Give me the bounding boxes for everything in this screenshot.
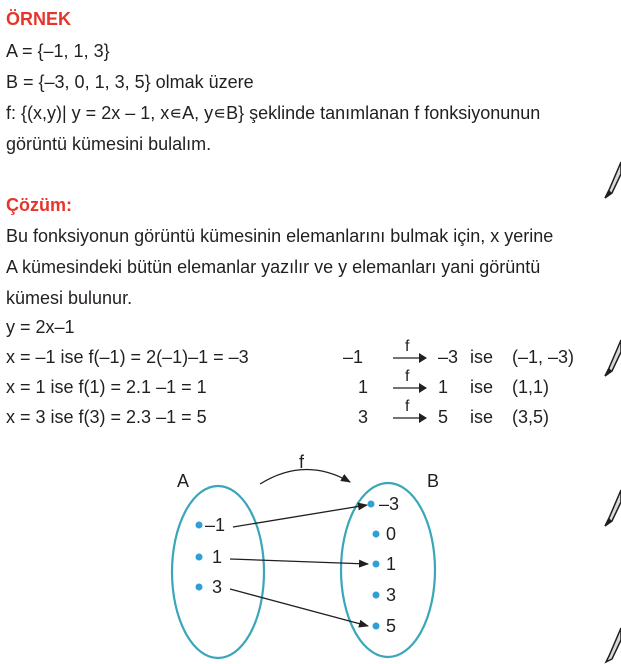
ordered-pair: (–1, –3): [512, 347, 575, 367]
mapping-input: 3: [358, 407, 369, 427]
element-dot: [368, 501, 375, 508]
arrow-label: f: [405, 338, 410, 355]
set-a-label: A: [177, 471, 190, 491]
example-heading: ÖRNEK: [6, 9, 72, 29]
set-a-definition: A = {–1, 1, 3}: [6, 41, 110, 61]
set-a-element: 3: [212, 577, 223, 597]
mapping-input: –1: [343, 347, 364, 367]
set-b-label: B: [427, 471, 440, 491]
mapping-output: –3: [438, 347, 459, 367]
set-a-element: –1: [205, 515, 226, 535]
ise-word: ise: [470, 377, 494, 397]
pencil-icon: [601, 160, 621, 204]
function-arc-arrow: [260, 469, 350, 484]
element-dot: [196, 554, 203, 561]
solution-heading: Çözüm:: [6, 195, 72, 215]
ordered-pair: (3,5): [512, 407, 550, 427]
set-b-element: 3: [386, 585, 397, 605]
arrow-label: f: [405, 368, 410, 385]
element-dot: [196, 584, 203, 591]
equation: y = 2x–1: [6, 317, 75, 337]
element-dot: [373, 561, 380, 568]
ise-word: ise: [470, 407, 494, 427]
solution-paragraph-line: kümesi bulunur.: [6, 288, 133, 308]
pencil-icon: [601, 626, 621, 664]
function-label: f: [299, 452, 305, 472]
element-dot: [373, 531, 380, 538]
solution-paragraph-line: Bu fonksiyonun görüntü kümesinin elemanlarını bulmak için, x yerine: [6, 226, 554, 246]
mapping-output: 5: [438, 407, 449, 427]
pencil-icon: [601, 488, 621, 532]
solution-paragraph-line: A kümesindeki bütün elemanlar yazılır ve y elemanları yani görüntü: [6, 257, 541, 277]
pencil-icon: [601, 338, 621, 382]
mapping-line: [230, 589, 368, 626]
task-statement: görüntü kümesini bulalım.: [6, 134, 212, 154]
set-a-element: 1: [212, 547, 223, 567]
function-definition: f: {(x,y)| y = 2x – 1, x∊A, y∊B} şeklinde tanımlanan f fonksiyonunun: [6, 103, 541, 123]
ordered-pair: (1,1): [512, 377, 550, 397]
calculation: x = 1 ise f(1) = 2.1 –1 = 1: [6, 377, 207, 397]
set-b-element: –3: [379, 494, 400, 514]
mapping-line: [230, 559, 368, 564]
mapping-input: 1: [358, 377, 369, 397]
element-dot: [373, 623, 380, 630]
ise-word: ise: [470, 347, 494, 367]
set-b-element: 0: [386, 524, 397, 544]
set-b-element: 5: [386, 616, 397, 636]
mapping-output: 1: [438, 377, 449, 397]
set-b-definition: B = {–3, 0, 1, 3, 5} olmak üzere: [6, 72, 254, 92]
arrow-label: f: [405, 398, 410, 415]
calculation: x = –1 ise f(–1) = 2(–1)–1 = –3: [6, 347, 249, 367]
set-b-element: 1: [386, 554, 397, 574]
calculation: x = 3 ise f(3) = 2.3 –1 = 5: [6, 407, 207, 427]
element-dot: [373, 592, 380, 599]
element-dot: [196, 522, 203, 529]
set-a-ellipse: [172, 486, 264, 658]
